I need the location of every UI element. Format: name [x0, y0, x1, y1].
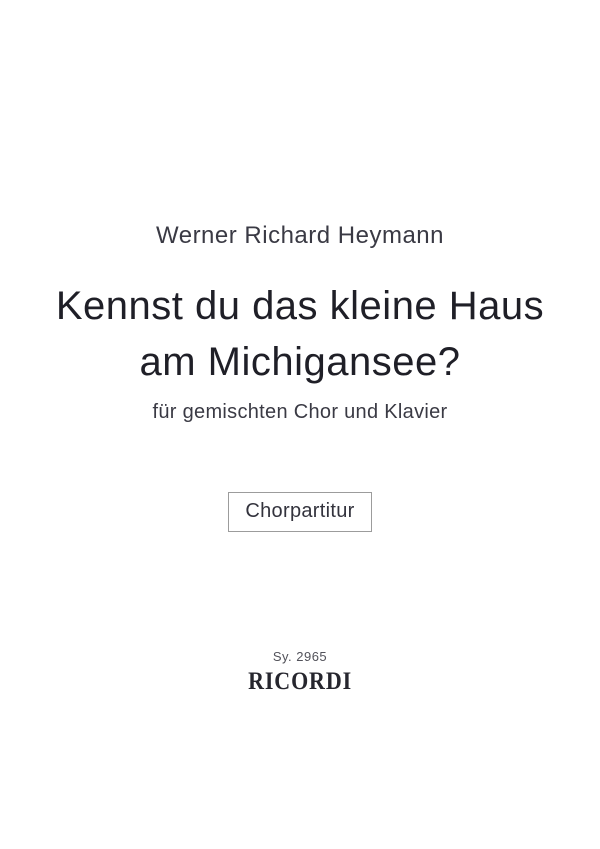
composer-name: Werner Richard Heymann [156, 222, 444, 249]
work-title-line1: Kennst du das kleine Haus [55, 284, 545, 328]
work-title-line2: am Michigansee? [139, 340, 461, 384]
work-title [0, 278, 600, 390]
publisher-logo-text: RICORDI [248, 668, 352, 695]
edition-label-container [0, 492, 600, 532]
instrumentation-subtitle: für gemischten Chor und Klavier [152, 401, 448, 423]
edition-label-box: Chorpartitur [228, 492, 371, 532]
plate-number: Sy. 2965 [272, 649, 328, 664]
publisher-logo [0, 668, 600, 696]
